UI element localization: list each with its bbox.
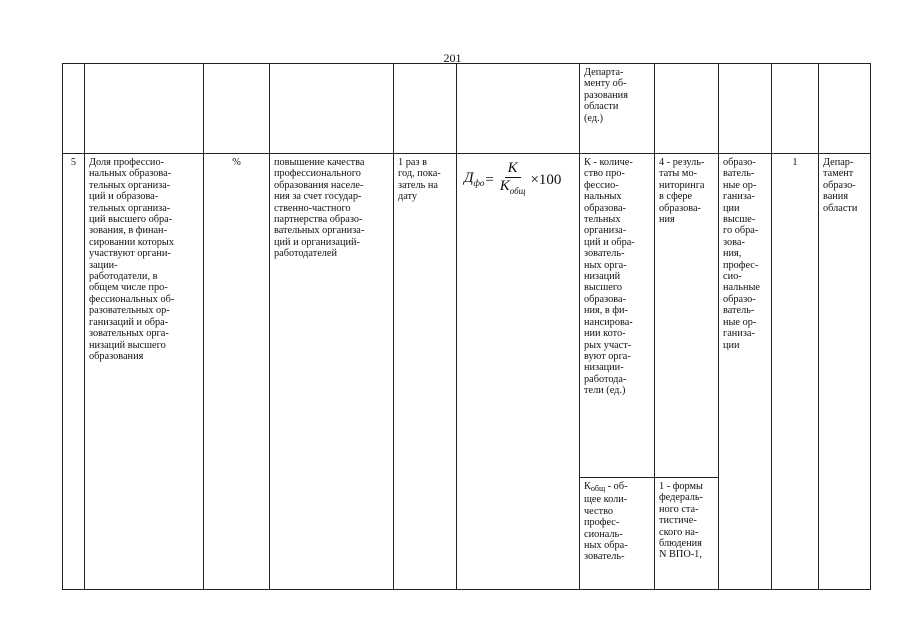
variable-kobsh-source: 1 - формы федераль- ного ста- тистиче- ского на- блюдения N ВПО-1, [655,478,719,590]
cont-cell-source [655,64,719,154]
formula-lhs: $Д_{фо}$ [464,169,485,188]
table-row-5 [63,154,871,478]
formula-multiplier: ×100 [530,172,562,188]
variable-k-source: 4 - резуль- таты мо- ниторинга в сфере образова- ния [655,154,719,478]
cont-cell-code [772,64,819,154]
cont-cell-department [819,64,871,154]
cont-cell-formula [457,64,580,154]
cont-cell-variable: Департа- менту об- разования области (ед.) [580,64,655,154]
variable-kobsh-description: Кобщ - об- щее коли- чество профес- сиональ- ных обра- зователь- [580,478,655,590]
cont-cell-purpose [270,64,394,154]
cont-cell-num [63,64,85,154]
responsible-department: Депар- тамент образо- вания области [819,154,871,590]
cont-cell-frequency [394,64,457,154]
formula-fraction [497,160,529,200]
cont-cell-indicator [85,64,204,154]
indicator-table [62,63,871,590]
cont-cell-unit [204,64,270,154]
cont-cell-org [719,64,772,154]
row-code: 1 [772,154,819,590]
continuation-row [63,64,871,154]
page-number: 201 [443,51,462,65]
formula-numerator: К [505,160,521,178]
responsible-organizations: образо- ватель- ные ор- ганиза- ции высше- го обра- зова- ния, профес- сио- нальные образо- ватель- ные ор- ганиза- ции [719,154,772,590]
unit-of-measure: % [204,154,270,590]
variable-k-description: К - количе- ство про- фессио- нальных образова- тельных организа- ций и обра- зователь- ных орга- низаций высшего образова- ния, в фи- нансирова- нии кото- рых участ- вуют орга- низации- работода- тели (ед.) [580,154,655,478]
formula-equals: = [485,172,494,188]
calculation-formula [461,160,575,200]
formula-cell [457,154,580,590]
indicator-name: Доля профессио- нальных образова- тельных организа- ций и образова- тельных организа- ций высшего обра- зования, в финан- сировании которых участвуют органи- зации- работодатели, в общем числе про- фессиональных об- разовательных ор- ганизаций и обра- зовательных орга- низаций высшего образования [85,154,204,590]
indicator-purpose: повышение качества профессионального образования населе- ния за счет государ- ственно-частного партнерства образо- вательных организа- ций и организаций- работодателей [270,154,394,590]
row-number: 5 [63,154,85,590]
formula-denominator: $К_{общ}$ [499,178,526,196]
calculation-frequency: 1 раз в год, пока- затель на дату [394,154,457,590]
